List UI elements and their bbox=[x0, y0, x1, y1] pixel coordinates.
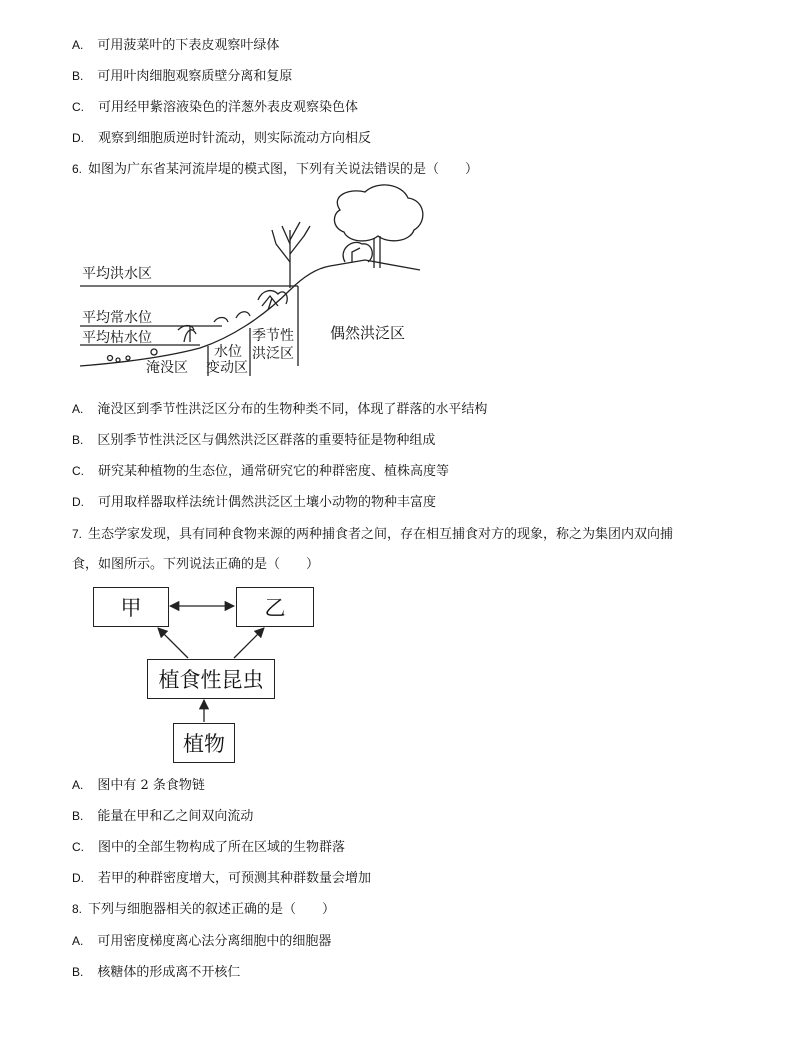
label-submerged: 淹没区 bbox=[146, 360, 188, 376]
option-tag: A. bbox=[72, 934, 84, 948]
q7-option-d bbox=[72, 869, 371, 888]
option-text: 若甲的种群密度增大，可预测其种群数量会增加 bbox=[98, 871, 372, 886]
option-text: 图中有 2 条食物链 bbox=[97, 778, 205, 793]
q6-option-a bbox=[72, 400, 487, 419]
q7-option-b bbox=[72, 807, 253, 826]
q6-option-b bbox=[72, 431, 435, 450]
question-text: 食，如图所示。下列说法正确的是（ ） bbox=[72, 557, 320, 572]
option-tag: D. bbox=[72, 495, 84, 509]
box-herbivorous-insect: 植食性昆虫 bbox=[147, 659, 275, 699]
bank-profile bbox=[80, 260, 420, 366]
label-occasional: 偶然洪泛区 bbox=[330, 324, 406, 342]
q7-stem-line2 bbox=[72, 556, 319, 574]
label-normal-level: 平均常水位 bbox=[82, 310, 152, 326]
option-text: 研究某种植物的生态位，通常研究它的种群密度、植株高度等 bbox=[98, 464, 450, 479]
option-text: 可用叶肉细胞观察质壁分离和复原 bbox=[97, 69, 293, 84]
q5-option-c bbox=[72, 98, 358, 117]
option-text: 淹没区到季节性洪泛区分布的生物种类不同，体现了群落的水平结构 bbox=[97, 402, 488, 417]
arrow-insect-to-jia bbox=[158, 628, 188, 658]
q7-option-a bbox=[72, 776, 205, 795]
option-text: 能量在甲和乙之间双向流动 bbox=[97, 809, 254, 824]
option-tag: C. bbox=[72, 840, 84, 854]
question-number: 8. bbox=[72, 902, 83, 916]
q6-option-d bbox=[72, 493, 436, 512]
option-tag: C. bbox=[72, 100, 84, 114]
option-tag: B. bbox=[72, 69, 84, 83]
option-tag: A. bbox=[72, 778, 84, 792]
option-text: 图中的全部生物构成了所在区域的生物群落 bbox=[98, 840, 346, 855]
q7-stem-line1 bbox=[72, 525, 673, 544]
option-tag: D. bbox=[72, 871, 84, 885]
label-low-level: 平均枯水位 bbox=[82, 330, 152, 346]
question-text: 下列与细胞器相关的叙述正确的是（ ） bbox=[88, 902, 336, 917]
q8-option-a bbox=[72, 932, 331, 951]
box-plant: 植物 bbox=[173, 723, 235, 763]
label-water-change-2: 变动区 bbox=[206, 360, 248, 376]
q8-option-b bbox=[72, 963, 240, 982]
option-text: 区别季节性洪泛区与偶然洪泛区群落的重要特征是物种组成 bbox=[97, 433, 436, 448]
label-water-change-1: 水位 bbox=[214, 344, 242, 360]
q5-option-a bbox=[72, 36, 279, 55]
question-number: 7. bbox=[72, 527, 83, 541]
option-tag: B. bbox=[72, 433, 84, 447]
option-text: 核糖体的形成离不开核仁 bbox=[97, 965, 241, 980]
q8-stem bbox=[72, 900, 335, 919]
option-text: 可用经甲紫溶液染色的洋葱外表皮观察染色体 bbox=[98, 100, 359, 115]
q5-option-d bbox=[72, 129, 371, 148]
option-tag: A. bbox=[72, 402, 84, 416]
q5-option-b bbox=[72, 67, 292, 86]
box-yi: 乙 bbox=[236, 587, 314, 627]
question-text: 如图为广东省某河流岸堤的模式图，下列有关说法错误的是（ ） bbox=[88, 162, 479, 177]
label-seasonal-1: 季节性 bbox=[252, 328, 294, 344]
arrow-insect-to-yi bbox=[234, 628, 264, 658]
option-text: 可用菠菜叶的下表皮观察叶绿体 bbox=[97, 38, 280, 53]
label-flood-zone: 平均洪水区 bbox=[82, 266, 152, 282]
q6-stem bbox=[72, 160, 478, 179]
tree-canopy bbox=[334, 185, 422, 241]
option-tag: A. bbox=[72, 38, 84, 52]
q6-option-c bbox=[72, 462, 449, 481]
option-tag: B. bbox=[72, 809, 84, 823]
option-tag: C. bbox=[72, 464, 84, 478]
q7-option-c bbox=[72, 838, 345, 857]
question-text: 生态学家发现，具有同种食物来源的两种捕食者之间，存在相互捕食对方的现象，称之为集团内双向捕 bbox=[88, 527, 674, 542]
option-text: 可用取样器取样法统计偶然洪泛区土壤小动物的物种丰富度 bbox=[98, 495, 437, 510]
label-seasonal-2: 洪泛区 bbox=[252, 346, 294, 362]
option-tag: D. bbox=[72, 131, 84, 145]
option-tag: B. bbox=[72, 965, 84, 979]
option-text: 可用密度梯度离心法分离细胞中的细胞器 bbox=[97, 934, 332, 949]
option-text: 观察到细胞质逆时针流动，则实际流动方向相反 bbox=[98, 131, 372, 146]
box-jia: 甲 bbox=[93, 587, 169, 627]
question-number: 6. bbox=[72, 162, 83, 176]
